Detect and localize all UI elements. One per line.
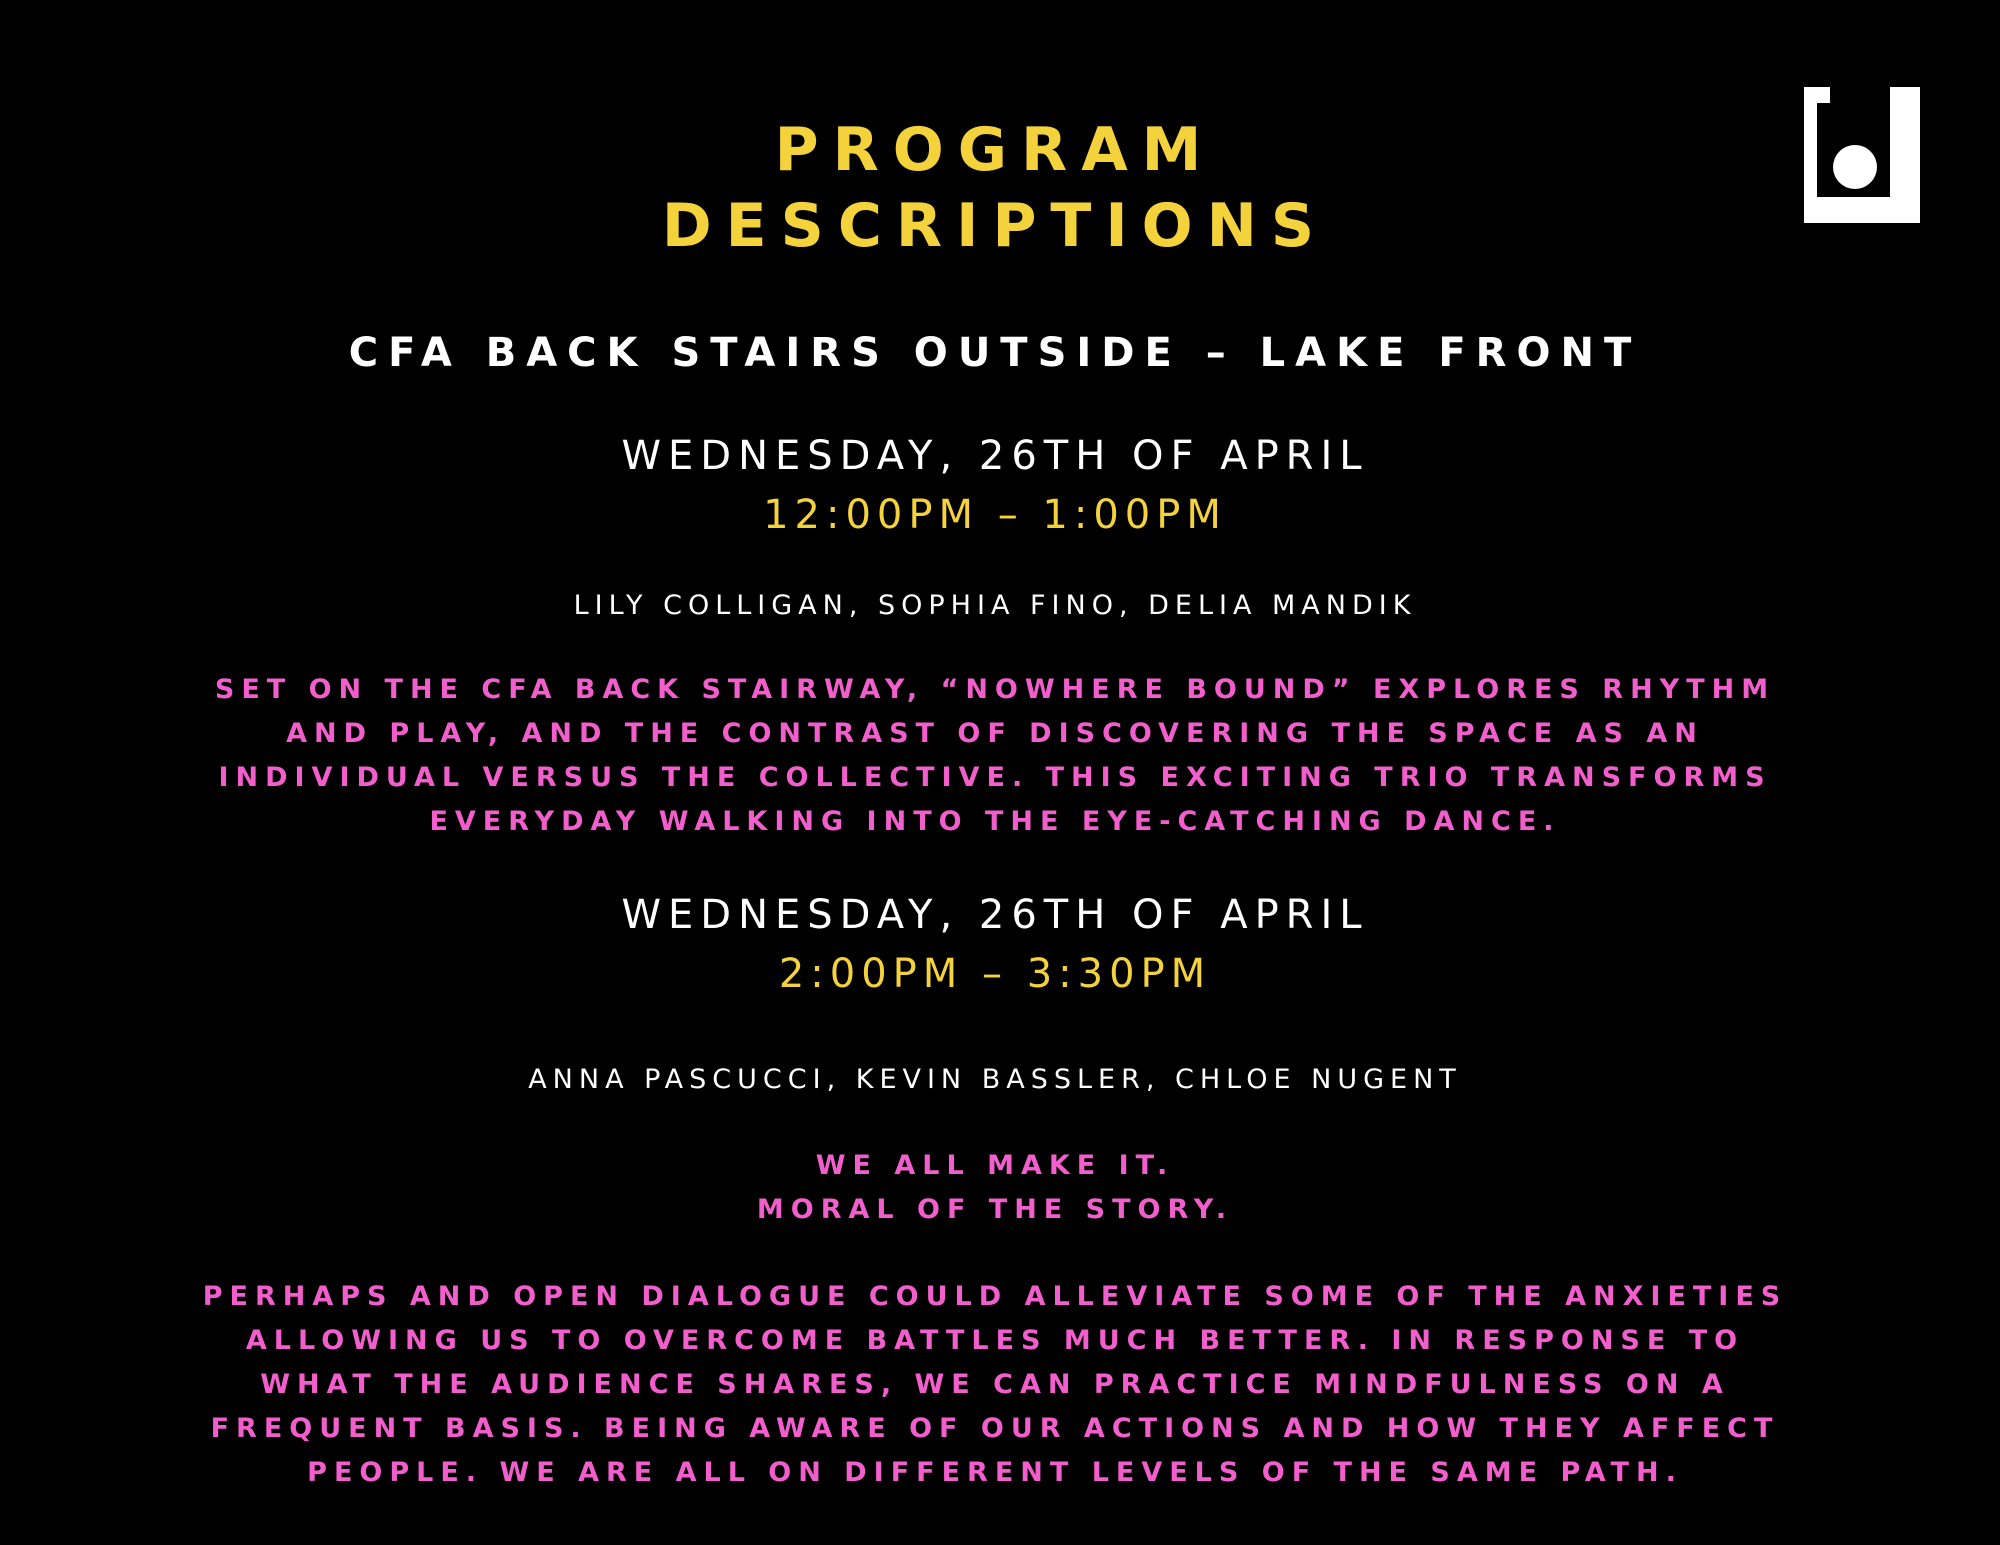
event-performers: ANNA PASCUCCI, KEVIN BASSLER, CHLOE NUGENT	[528, 1064, 1462, 1095]
description-line: SET ON THE CFA BACK STAIRWAY, “NOWHERE BOUND” EXPLORES RHYTHM	[214, 674, 1776, 705]
description-line: ALLOWING US TO OVERCOME BATTLES MUCH BETTER. IN RESPONSE TO	[245, 1325, 1745, 1356]
title-line-1: PROGRAM	[774, 115, 1216, 185]
description-line: AND PLAY, AND THE CONTRAST OF DISCOVERING THE SPACE AS AN	[286, 718, 1704, 749]
description-line: PERHAPS AND OPEN DIALOGUE COULD ALLEVIATE SOME OF THE ANXIETIES	[202, 1281, 1788, 1312]
brand-logo-icon	[1804, 87, 1920, 223]
event-tagline	[0, 1144, 1990, 1232]
event-performers: LILY COLLIGAN, SOPHIA FINO, DELIA MANDIK	[573, 590, 1417, 621]
event-date: WEDNESDAY, 26TH OF APRIL	[621, 892, 1369, 938]
event-date: WEDNESDAY, 26TH OF APRIL	[621, 433, 1369, 479]
venue-heading: CFA BACK STAIRS OUTSIDE – LAKE FRONT	[348, 330, 1642, 376]
event-description	[0, 668, 1990, 844]
event-description	[0, 1275, 1990, 1495]
event-time: 12:00PM – 1:00PM	[763, 492, 1227, 538]
description-line: EVERYDAY WALKING INTO THE EYE-CATCHING DANCE.	[429, 806, 1561, 837]
event-time: 2:00PM – 3:30PM	[778, 951, 1212, 997]
description-line: PEOPLE. WE ARE ALL ON DIFFERENT LEVELS OF THE SAME PATH.	[307, 1457, 1683, 1488]
description-line: INDIVIDUAL VERSUS THE COLLECTIVE. THIS EXCITING TRIO TRANSFORMS	[218, 762, 1772, 793]
page-title	[0, 112, 1990, 264]
description-line: FREQUENT BASIS. BEING AWARE OF OUR ACTIONS AND HOW THEY AFFECT	[210, 1413, 1780, 1444]
description-line: WHAT THE AUDIENCE SHARES, WE CAN PRACTICE MINDFULNESS ON A	[260, 1369, 1730, 1400]
title-line-2: DESCRIPTIONS	[661, 191, 1329, 261]
tagline-line: MORAL OF THE STORY.	[756, 1194, 1234, 1225]
tagline-line: WE ALL MAKE IT.	[815, 1150, 1175, 1181]
